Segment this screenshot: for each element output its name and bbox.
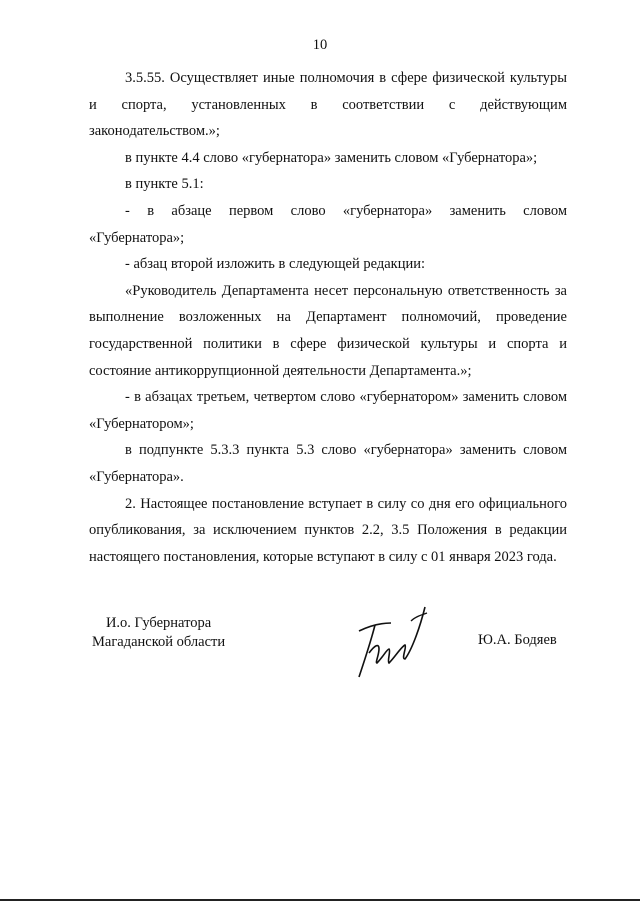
signatory-title-line1: И.о. Губернатора <box>105 615 212 631</box>
paragraph-subpoint-5-3-3: в подпункте 5.3.3 пункта 5.3 слово «губернатора» заменить словом «Губернатора». <box>89 442 567 485</box>
document-body <box>89 65 567 570</box>
page-number: 10 <box>312 37 328 53</box>
handwritten-signature <box>349 601 439 681</box>
paragraph-point-5-1: в пункте 5.1: <box>125 176 204 193</box>
signatory-name: Ю.А. Бодяев <box>478 632 557 648</box>
paragraph-third-fourth-abzac: - в абзацах третьем, четвертом слово «губернатором» заменить словом «Губернатором»; <box>89 389 567 432</box>
paragraph-first-abzac: - в абзаце первом слово «губернатора» заменить словом «Губернатора»; <box>89 202 567 246</box>
paragraph-entry-into-force: 2. Настоящее постановление вступает в силу со дня его официального опубликования, за исключением пунктов 2.2, 3.5 Положения в редакции настоящего постановления, которые вступают в силу с 01 января 2023 года. <box>89 495 567 565</box>
bottom-scan-edge <box>0 899 640 901</box>
paragraph-head-responsibility: «Руководитель Департамента несет персональную ответственность за выполнение возложенных на Департамент полномочий, проведение государственной политики в сфере физической культуры и спорта и состояние антикоррупционной деятельности Департамента.»; <box>89 282 567 379</box>
paragraph-second-abzac: - абзац второй изложить в следующей редакции: <box>125 256 426 273</box>
paragraph-point-4-4: в пункте 4.4 слово «губернатора» заменить словом «Губернатора»; <box>125 149 538 166</box>
paragraph-3-5-55: 3.5.55. Осуществляет иные полномочия в сфере физической культуры и спорта, установленных в соответствии с действующим законодательством.»; <box>89 70 567 140</box>
signatory-title-line2: Магаданской области <box>92 634 226 650</box>
signatory-title <box>92 614 225 652</box>
